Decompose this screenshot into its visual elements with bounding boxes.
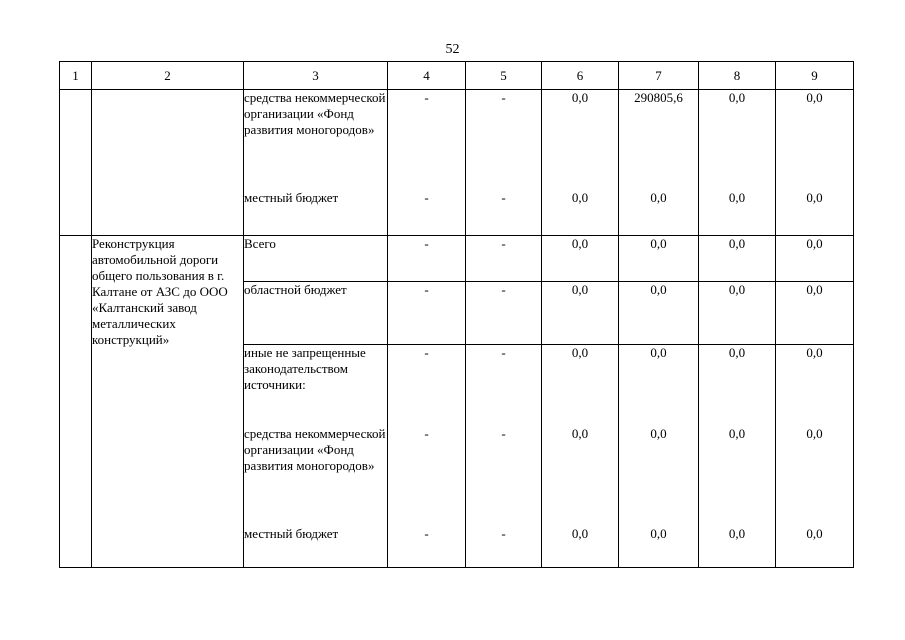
funding-source-cell — [244, 282, 388, 345]
funding-source-cell — [244, 345, 388, 426]
column-header: 2 — [92, 62, 244, 90]
value-cell: 0,0 — [699, 282, 776, 345]
column-header: 3 — [244, 62, 388, 90]
value-cell: 290805,6 — [619, 90, 699, 190]
value-cell: 0,0 — [542, 190, 619, 236]
value-cell: 0,0 — [542, 90, 619, 190]
value-cell: 0,0 — [619, 190, 699, 236]
value-cell: 0,0 — [776, 190, 854, 236]
table-header-row — [60, 62, 854, 90]
value-cell: 0,0 — [776, 526, 854, 568]
project-cell — [92, 90, 244, 236]
table-row — [60, 90, 854, 190]
funding-source: областной бюджет — [244, 282, 347, 297]
value-cell: 0,0 — [619, 526, 699, 568]
funding-source: средства некоммерческой организации «Фонд развития моногородов» — [244, 90, 386, 137]
value-cell: 0,0 — [619, 236, 699, 282]
value-cell: 0,0 — [699, 90, 776, 190]
funding-source: средства некоммерческой организации «Фонд развития моногородов» — [244, 425, 386, 473]
value-cell: - — [466, 282, 542, 345]
table-row — [60, 236, 854, 282]
value-cell: - — [466, 345, 542, 426]
value-cell: 0,0 — [542, 345, 619, 426]
project-name-cell — [92, 236, 244, 568]
value-cell: 0,0 — [699, 345, 776, 426]
value-cell: - — [466, 236, 542, 282]
funding-source: иные не запрещенные законодательством источники: — [244, 345, 366, 392]
column-header: 6 — [542, 62, 619, 90]
funding-source-cell — [244, 236, 388, 282]
funding-source-cell — [244, 90, 388, 190]
value-cell: - — [388, 526, 466, 568]
column-header: 7 — [619, 62, 699, 90]
funding-source: местный бюджет — [244, 525, 339, 541]
project-name: Реконструкция автомобильной дороги общего пользования в г. Калтане от АЗС до ООО «Калтанский завод металлических конструкций» — [92, 236, 228, 347]
value-cell: - — [466, 426, 542, 526]
value-cell: - — [388, 282, 466, 345]
column-header: 9 — [776, 62, 854, 90]
value-cell: 0,0 — [776, 282, 854, 345]
value-cell: - — [388, 345, 466, 426]
index-cell — [60, 90, 92, 236]
value-cell: 0,0 — [776, 426, 854, 526]
column-header: 8 — [699, 62, 776, 90]
value-cell: 0,0 — [699, 236, 776, 282]
value-cell: - — [466, 526, 542, 568]
value-cell: 0,0 — [776, 236, 854, 282]
value-cell: 0,0 — [542, 526, 619, 568]
value-cell: - — [466, 90, 542, 190]
value-cell: 0,0 — [542, 426, 619, 526]
funding-source-cell — [244, 526, 388, 568]
column-header: 1 — [60, 62, 92, 90]
value-cell: 0,0 — [619, 282, 699, 345]
value-cell: - — [388, 190, 466, 236]
value-cell: 0,0 — [619, 426, 699, 526]
value-cell: - — [388, 426, 466, 526]
column-header: 5 — [466, 62, 542, 90]
funding-source: местный бюджет — [244, 189, 339, 205]
funding-source-cell — [244, 190, 388, 236]
value-cell: - — [388, 236, 466, 282]
page-number: 52 — [445, 42, 460, 57]
value-cell: - — [466, 190, 542, 236]
value-cell: 0,0 — [699, 426, 776, 526]
value-cell: 0,0 — [776, 90, 854, 190]
value-cell: 0,0 — [542, 282, 619, 345]
value-cell: 0,0 — [776, 345, 854, 426]
funding-source-cell — [244, 426, 388, 526]
budget-table — [59, 61, 854, 568]
value-cell: 0,0 — [619, 345, 699, 426]
funding-source: Всего — [244, 236, 276, 251]
value-cell: 0,0 — [699, 526, 776, 568]
column-header: 4 — [388, 62, 466, 90]
index-cell — [60, 236, 92, 568]
value-cell: 0,0 — [542, 236, 619, 282]
value-cell: 0,0 — [699, 190, 776, 236]
value-cell: - — [388, 90, 466, 190]
